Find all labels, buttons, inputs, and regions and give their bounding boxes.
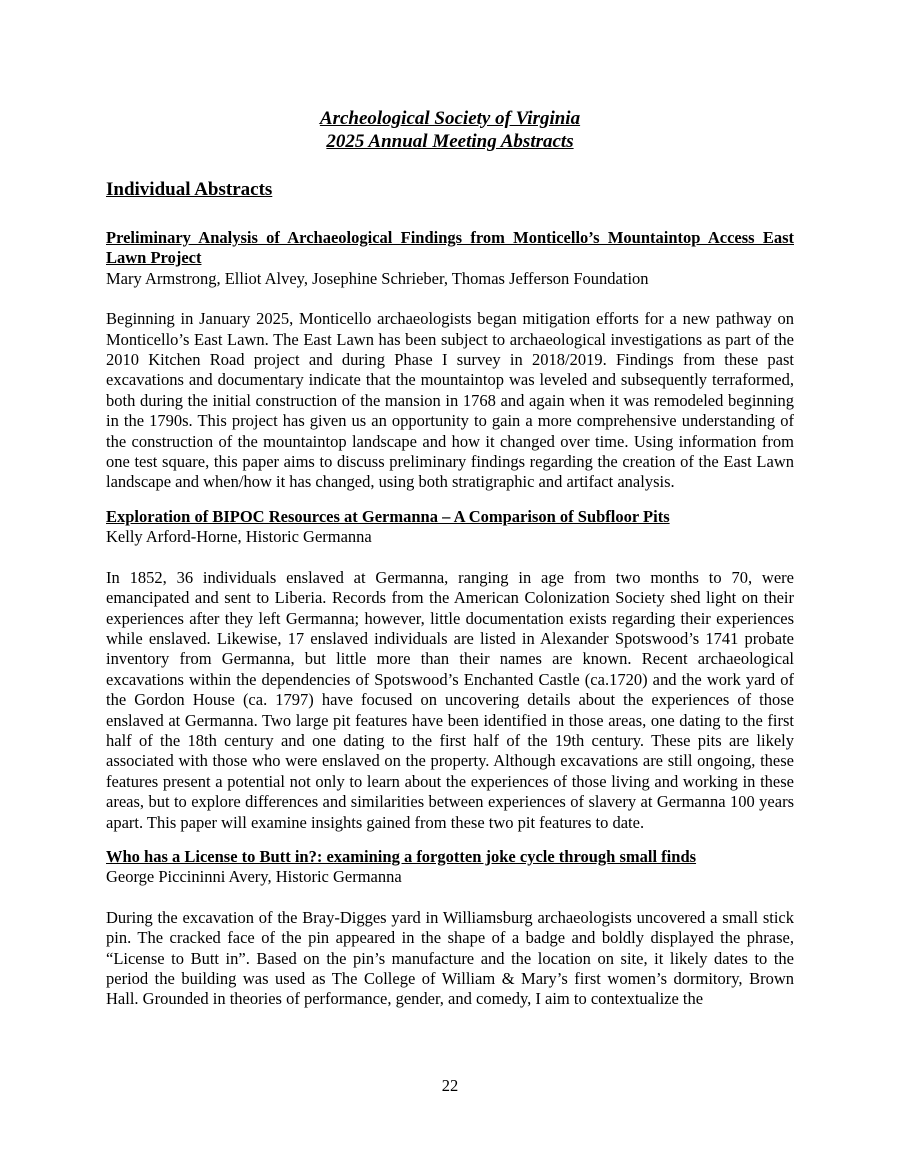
document-title-line2: 2025 Annual Meeting Abstracts [326,131,574,152]
abstract-body: Beginning in January 2025, Monticello archaeologists began mitigation efforts for a new pathway on Monticello’s East Lawn. The East Lawn has been subject to archaeological investigations as part of the 2010 Kitchen Road project and during Phase I survey in 2018/2019. Findings from these past excavations and documentary indicate that the mountaintop was leveled and subsequently terraformed, both during the initial construction of the mansion in 1768 and again when it was remodeled beginning in the 1790s. This project has given us an opportunity to gain a more comprehensive understanding of the construction of the mountaintop landscape and how it changed over time. Using information from one test square, this paper aims to discuss preliminary findings regarding the creation of the East Lawn landscape and when/how it has changed, using both stratigraphic and artifact analysis. [106,309,794,492]
document-header [106,107,794,153]
page-number: 22 [441,1076,459,1095]
page-footer [0,1076,900,1096]
abstract-entry-1 [106,228,794,493]
abstract-authors: Mary Armstrong, Elliot Alvey, Josephine Schrieber, Thomas Jefferson Foundation [106,268,649,288]
abstract-body: During the excavation of the Bray-Digges yard in Williamsburg archaeologists uncovered a small stick pin. The cracked face of the pin appeared in the shape of a badge and boldly displayed the phrase, “License to Butt in”. Based on the pin’s manufacture and the location on site, it likely dates to the period the building was used as The College of William & Mary’s first women’s dormitory, Brown Hall. Grounded in theories of performance, gender, and comedy, I aim to contextualize the [106,907,794,1009]
abstract-title: Exploration of BIPOC Resources at Germanna – A Comparison of Subfloor Pits [106,506,670,526]
abstract-authors: George Piccininni Avery, Historic Germanna [106,867,402,887]
abstract-body: In 1852, 36 individuals enslaved at Germanna, ranging in age from two months to 70, were emancipated and sent to Liberia. Records from the American Colonization Society shed light on their experiences after they left Germanna; however, little documentation exists regarding their experiences while enslaved. Likewise, 17 enslaved individuals are listed in Alexander Spotswood’s 1741 probate inventory from Germanna, but little more than their names are known. Recent archaeological excavations within the dependencies of Spotswood’s Enchanted Castle (ca.1720) and the work yard of the Gordon House (ca. 1797) have focused on uncovering details about the experiences of those enslaved at Germanna. Two large pit features have been identified in those areas, one dating to the first half of the 18th century and one dating to the first half of the 19th century. These pits are likely associated with those who were enslaved on the property. Although excavations are still ongoing, these features present a potential not only to learn about the experiences of those living and working in these areas, but to explore differences and similarities between experiences of slavery at Germanna 100 years apart. This paper will examine insights gained from these two pit features to date. [106,567,794,832]
abstract-entry-2 [106,507,794,833]
abstract-entry-3 [106,847,794,1010]
abstract-title: Who has a License to Butt in?: examining a forgotten joke cycle through small finds [106,846,697,866]
abstract-title: Preliminary Analysis of Archaeological Findings from Monticello’s Mountaintop Access East Lawn Project [106,228,794,268]
section-heading: Individual Abstracts [106,179,273,200]
abstract-authors: Kelly Arford-Horne, Historic Germanna [106,527,372,547]
document-title-line1: Archeological Society of Virginia [319,108,581,129]
